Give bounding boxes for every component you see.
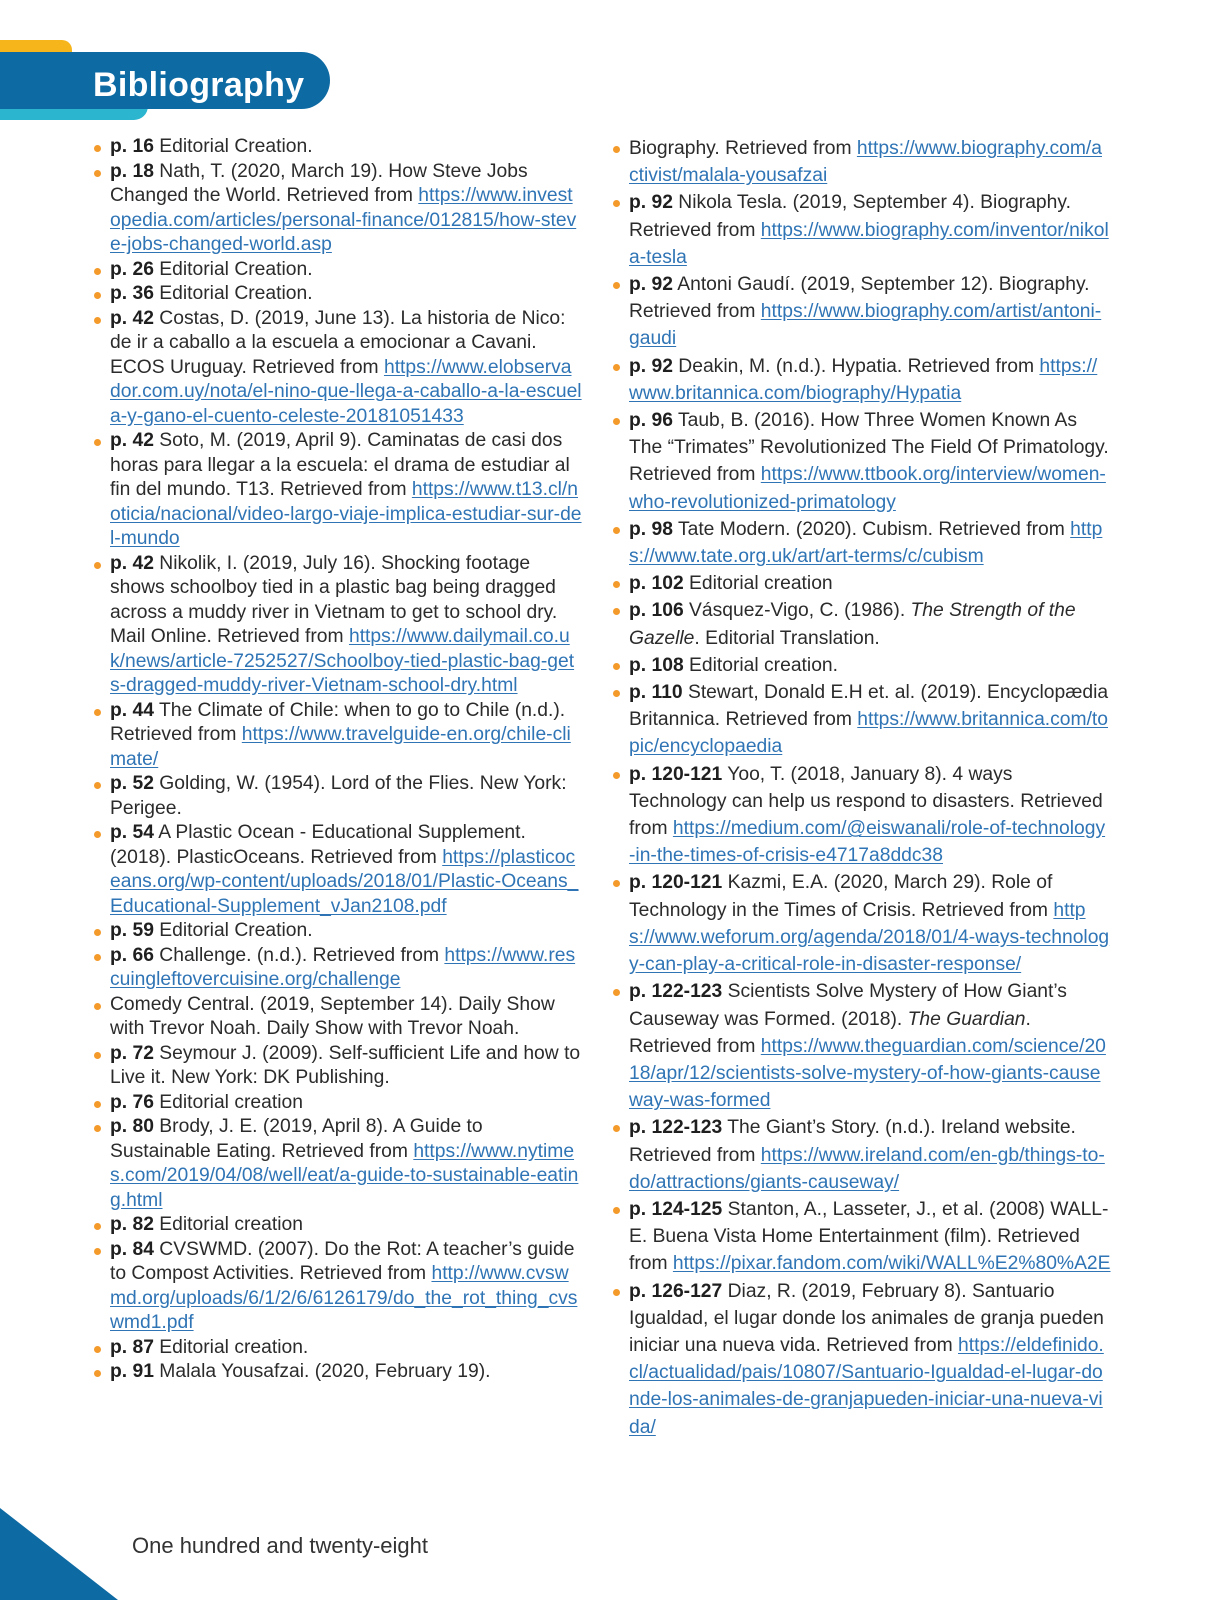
entry-citation: Challenge. (n.d.). Retrieved from [153, 944, 445, 966]
entry-page-ref: p. 96 [629, 410, 673, 432]
entry-citation: Soto, M. (2019, April 9). Caminatas de casi dos horas para llegar a la escuela: el drama de estudiar al fin del mundo. T13. Retrieved from [110, 430, 570, 500]
entry-link[interactable]: https://www.biography.com/activist/malala-yousafzai [629, 138, 1102, 187]
entry-citation: Stanton, A., Lasseter, J., et al. (2008) WALL-E. Buena Vista Home Entertainment (film). Retrieved from [629, 1198, 1109, 1275]
entry-page-ref: p. 84 [110, 1238, 154, 1260]
bibliography-entry [92, 160, 582, 258]
entry-citation: Nath, T. (2020, March 19). How Steve Jobs Changed the World. Retrieved from [110, 160, 528, 206]
entry-citation: Editorial Creation. [153, 920, 313, 941]
bibliography-entry [92, 944, 582, 993]
entry-citation: Scientists Solve Mystery of How Giant’s Causeway was Formed. (2018). [629, 981, 1067, 1030]
entry-link[interactable]: https://www.dailymail.co.uk/news/article-7252527/Schoolboy-tied-plastic-bag-gets-dragged-muddy-river-Vietnam-school-dry.html [110, 626, 575, 696]
entry-link[interactable]: https://www.weforum.org/agenda/2018/01/4-ways-technology-can-play-a-critical-role-in-disaster-response/ [629, 899, 1110, 976]
bibliography-entry [92, 258, 582, 283]
entry-page-ref: p. 82 [110, 1214, 154, 1235]
entry-link[interactable]: https://www.elobservador.com.uy/nota/el-nino-que-llega-a-caballo-a-la-escuela-y-gano-el-cuento-celeste-20181051433 [110, 356, 582, 427]
entry-citation: Editorial Creation. [153, 136, 313, 157]
entry-citation-tail: . Editorial Translation. [694, 627, 880, 649]
entry-citation: Editorial creation [153, 1091, 303, 1113]
entry-citation: Diaz, R. (2019, February 8). Santuario Igualdad, el lugar donde los animales de granja pueden iniciar una nueva vida. Retrieved from [629, 1280, 1104, 1356]
entry-page-ref: p. 110 [629, 682, 683, 704]
entry-page-ref: p. 122-123 [629, 981, 723, 1003]
entry-page-ref: p. 87 [110, 1336, 154, 1358]
bibliography-entry [92, 552, 582, 699]
entry-link[interactable]: https://www.ireland.com/en-gb/things-to-do/attractions/giants-causeway/ [629, 1144, 1105, 1193]
entry-citation: A Plastic Ocean - Educational Supplement. (2018). PlasticOceans. Retrieved from [110, 822, 526, 868]
entry-page-ref: p. 36 [110, 283, 154, 304]
entry-link[interactable]: https://www.britannica.com/topic/encyclopaedia [629, 709, 1109, 758]
entry-citation: Editorial creation. [153, 1336, 309, 1358]
entry-citation: CVSWMD. (2007). Do the Rot: A teacher’s guide to Compost Activities. Retrieved from [110, 1238, 575, 1284]
entry-page-ref: p. 120-121 [629, 872, 723, 894]
bibliography-entry [611, 1114, 1111, 1196]
entry-italic-title: The Strength of the Gazelle [629, 600, 1076, 649]
bibliography-entry [92, 282, 582, 307]
entry-page-ref: p. 42 [110, 552, 154, 574]
entry-page-ref: p. 92 [629, 274, 673, 296]
entry-citation: Vásquez-Vigo, C. (1986). [683, 600, 911, 622]
entry-page-ref: p. 102 [629, 573, 684, 595]
section-header [0, 40, 340, 124]
bibliography-entry [92, 135, 582, 160]
page-number: 128 [70, 1532, 111, 1559]
entry-page-ref: p. 76 [110, 1091, 154, 1113]
entry-citation: Golding, W. (1954). Lord of the Flies. New York: Perigee. [110, 773, 567, 819]
entry-link[interactable]: https://plasticoceans.org/wp-content/uploads/2018/01/Plastic-Oceans_Educational-Supplement_vJan2108.pdf [110, 846, 579, 917]
bibliography-entry [611, 353, 1111, 407]
entry-page-ref: p. 108 [629, 654, 684, 676]
entry-citation: The Climate of Chile: when to go to Chile (n.d.). Retrieved from [110, 699, 566, 745]
bibliography-entry [611, 597, 1111, 651]
bibliography-entry [92, 429, 582, 552]
bibliography-entry [92, 1360, 582, 1385]
entry-citation: Nikola Tesla. (2019, September 4). Biography. Retrieved from [629, 192, 1071, 241]
bibliography-entry [92, 1336, 582, 1361]
bibliography-entry [611, 1278, 1111, 1441]
entry-citation: Editorial Creation. [153, 283, 313, 304]
entry-link[interactable]: https://www.investopedia.com/articles/personal-finance/012815/how-steve-jobs-changed-world.asp [110, 185, 577, 255]
bibliography-entry [611, 761, 1111, 870]
entry-citation: Editorial Creation. [153, 258, 313, 280]
title-bar [0, 52, 330, 109]
entry-page-ref: p. 42 [110, 430, 154, 451]
bibliography-entry [92, 1238, 582, 1336]
entry-link[interactable]: https://www.ttbook.org/interview/women-who-revolutionized-primatology [629, 464, 1106, 513]
bibliography-entry [92, 993, 582, 1042]
entry-citation: Editorial creation [153, 1214, 303, 1235]
entry-page-ref: p. 124-125 [629, 1198, 723, 1220]
entry-citation: The Giant’s Story. (n.d.). Ireland website. Retrieved from [629, 1117, 1076, 1166]
bibliography-entry [611, 869, 1111, 978]
entry-page-ref: p. 92 [629, 192, 673, 214]
bibliography-left-column [92, 135, 582, 1385]
bibliography-entry [611, 570, 1111, 597]
entry-page-ref: p. 18 [110, 160, 154, 182]
entry-link[interactable]: https://www.travelguide-en.org/chile-climate/ [110, 724, 571, 770]
entry-page-ref: p. 92 [629, 355, 673, 377]
entry-citation: Stewart, Donald E.H et. al. (2019). Encyclopædia Britannica. Retrieved from [629, 682, 1109, 731]
entry-page-ref: p. 16 [110, 136, 154, 157]
entry-link[interactable]: https://pixar.fandom.com/wiki/WALL%E2%80%A2E [672, 1253, 1111, 1275]
bibliography-entry [92, 699, 582, 773]
entry-italic-title: The Guardian [907, 1008, 1026, 1030]
entry-page-ref: p. 26 [110, 258, 154, 280]
bibliography-right-column [611, 135, 1111, 1441]
bibliography-entry [611, 407, 1111, 516]
entry-citation: Malala Yousafzai. (2020, February 19). [153, 1361, 491, 1382]
entry-page-ref: p. 72 [110, 1042, 154, 1064]
entry-citation: Brody, J. E. (2019, April 8). A Guide to Sustainable Eating. Retrieved from [110, 1116, 483, 1162]
entry-link[interactable]: https://www.tate.org.uk/art/art-terms/c/cubism [629, 518, 1103, 568]
entry-link[interactable]: https://www.britannica.com/biography/Hypatia [629, 355, 1098, 404]
bibliography-entry [611, 679, 1111, 761]
entry-citation: Seymour J. (2009). Self-sufficient Life and how to Live it. New York: DK Publishing. [110, 1042, 581, 1088]
entry-citation: Yoo, T. (2018, January 8). 4 ways Technology can help us respond to disasters. Retrieved from [629, 763, 1103, 840]
entry-citation: Tate Modern. (2020). Cubism. Retrieved from [672, 518, 1071, 540]
entry-link[interactable]: https://eldefinido.cl/actualidad/pais/10807/Santuario-Igualdad-el-lugar-donde-los-animales-de-granjapueden-iniciar-una-nueva-vida/ [629, 1334, 1104, 1438]
entry-page-ref: p. 66 [110, 944, 154, 966]
entry-link[interactable]: https://www.t13.cl/noticia/nacional/video-largo-viaje-implica-estudiar-sur-del-mundo [110, 479, 582, 549]
entry-citation: Antoni Gaudí. (2019, September 12). Biography. Retrieved from [629, 274, 1090, 323]
page-number-words: One hundred and twenty-eight [132, 1533, 428, 1558]
entry-citation: Deakin, M. (n.d.). Hypatia. Retrieved from [672, 355, 1040, 377]
bibliography-entry [92, 1091, 582, 1116]
bibliography-entry [611, 1196, 1111, 1278]
entry-link[interactable]: https://medium.com/@eiswanali/role-of-technology-in-the-times-of-crisis-e4717a8ddc38 [629, 818, 1106, 867]
entry-page-ref: p. 106 [629, 600, 684, 622]
entry-page-ref: p. 44 [110, 699, 154, 721]
entry-link[interactable]: https://www.theguardian.com/science/2018/apr/12/scientists-solve-mystery-of-how-giants-causeway-was-formed [629, 1035, 1106, 1112]
entry-page-ref: p. 91 [110, 1361, 154, 1382]
entry-page-ref: p. 122-123 [629, 1117, 723, 1139]
entry-link[interactable]: https://www.biography.com/artist/antoni-gaudi [629, 301, 1102, 350]
entry-citation: Taub, B. (2016). How Three Women Known As The “Trimates” Revolutionized The Field Of Primatology. Retrieved from [629, 410, 1109, 486]
entry-citation-tail: . Retrieved from [629, 1008, 1031, 1057]
entry-citation: Nikolik, I. (2019, July 16). Shocking footage shows schoolboy tied in a plastic bag being dragged across a muddy river in Vietnam to get to school dry. Mail Online. Retrieved from [110, 552, 558, 647]
entry-page-ref: p. 126-127 [629, 1280, 723, 1302]
entry-page-ref: p. 54 [110, 822, 154, 843]
bibliography-entry [611, 978, 1111, 1114]
entry-citation: Comedy Central. (2019, September 14). Daily Show with Trevor Noah. Daily Show with Trevor Noah. [110, 993, 555, 1039]
entry-page-ref: p. 98 [629, 518, 673, 540]
entry-link[interactable]: https://www.rescuingleftovercuisine.org/challenge [110, 944, 576, 990]
entry-link[interactable]: https://www.nytimes.com/2019/04/08/well/eat/a-guide-to-sustainable-eating.html [110, 1140, 579, 1211]
entry-citation: Kazmi, E.A. (2020, March 29). Role of Technology in the Times of Crisis. Retrieved from [629, 872, 1054, 921]
entry-page-ref: p. 80 [110, 1116, 154, 1137]
bibliography-entry [92, 821, 582, 919]
bibliography-entry [611, 516, 1111, 570]
entry-link[interactable]: https://www.biography.com/inventor/nikola-tesla [629, 219, 1109, 268]
bibliography-entry [92, 919, 582, 944]
bibliography-entry [611, 189, 1111, 271]
entry-page-ref: p. 52 [110, 773, 154, 794]
entry-citation: Biography. Retrieved from [629, 138, 857, 159]
entry-citation: Costas, D. (2019, June 13). La historia de Nico: de ir a caballo a la escuela a emocionar a Cavani. ECOS Uruguay. Retrieved from [110, 307, 566, 378]
bibliography-entry [611, 271, 1111, 353]
bibliography-entry [611, 135, 1111, 189]
bibliography-entry [92, 772, 582, 821]
entry-link[interactable]: http://www.cvswmd.org/uploads/6/1/2/6/6126179/do_the_rot_thing_cvswmd1.pdf [110, 1263, 578, 1333]
bibliography-entry [92, 1213, 582, 1238]
page-title: Bibliography [93, 66, 305, 104]
bibliography-entry [611, 652, 1111, 679]
bibliography-entry [92, 1115, 582, 1213]
bibliography-entry [92, 1042, 582, 1091]
entry-page-ref: p. 120-121 [629, 763, 723, 785]
entry-page-ref: p. 42 [110, 307, 154, 329]
bibliography-entry [92, 307, 582, 430]
entry-citation: Editorial creation. [683, 654, 838, 676]
entry-citation: Editorial creation [683, 573, 833, 595]
entry-page-ref: p. 59 [110, 920, 154, 941]
